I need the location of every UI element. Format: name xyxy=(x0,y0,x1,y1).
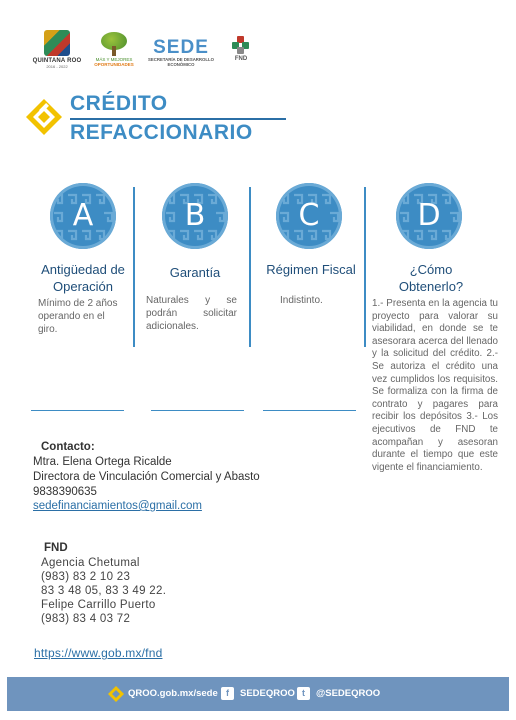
qroo-logo-years: 2016 - 2022 xyxy=(46,64,68,69)
column-c-title: Régimen Fiscal xyxy=(266,262,356,277)
credit-diamond-icon xyxy=(24,97,64,137)
state-crest-icon xyxy=(44,30,70,56)
title-line-1: CRÉDITO xyxy=(70,92,168,115)
facebook-icon[interactable]: f xyxy=(221,687,234,700)
circle-d-letter: D xyxy=(417,198,441,233)
contact-name: Mtra. Elena Ortega Ricalde xyxy=(33,456,172,468)
contact-phone: 9838390635 xyxy=(33,486,97,498)
circle-a-letter: A xyxy=(72,198,94,233)
circle-c-letter: C xyxy=(298,198,320,233)
contact-email-link[interactable]: sedefinanciamientos@gmail.com xyxy=(33,500,202,512)
fnd-agency-carrillo: Felipe Carrillo Puerto xyxy=(41,599,156,611)
sede-logo-name: SEDE xyxy=(153,37,209,58)
column-c-rule xyxy=(263,410,356,411)
fnd-logo-name: FND xyxy=(234,56,248,62)
contact-role: Directora de Vinculación Comercial y Abasto xyxy=(33,471,260,483)
sede-logo-subtitle2: ECONÓMICO xyxy=(167,62,195,67)
qroo-logo-name: QUINTANA ROO xyxy=(32,58,82,64)
column-c-text: Indistinto. xyxy=(280,295,323,306)
tree-icon xyxy=(99,32,129,56)
column-divider-ab xyxy=(133,187,135,347)
fnd-agency-chetumal: Agencia Chetumal xyxy=(41,557,140,569)
circle-c-badge xyxy=(276,183,342,249)
column-b-text: Naturales y se podrán solicitar adicionales. xyxy=(146,295,237,332)
column-a-title: Antigüedad de Operación xyxy=(41,262,125,294)
column-d-text: 1.- Presenta en la agencia tu proyecto para valorar su viabilidad, en donde se te asesorara acerca del llenado y la solicitud del crédito. 2.- Se autoriza el crédito una vez cumplidos los requisitos. Se formaliza con la firma de contrato y pagares para recibir los depósitos 3.- Los ejecutivos de FND te acompañan y asesoran durante el tiempo que este vigente el financiamiento. xyxy=(372,298,498,473)
fnd-phone-3: (983) 83 4 03 72 xyxy=(41,613,131,625)
circle-a-badge xyxy=(50,183,116,249)
title-divider xyxy=(70,118,286,120)
twitter-icon[interactable]: t xyxy=(297,687,310,700)
sede-logo xyxy=(145,38,217,67)
column-b-rule xyxy=(151,410,244,411)
fnd-website-link[interactable]: https://www.gob.mx/fnd xyxy=(34,646,163,660)
contact-heading: Contacto: xyxy=(41,441,95,453)
circle-d-badge xyxy=(396,183,462,249)
sede-logo-subtitle1: SECRETARÍA DE DESARROLLO xyxy=(148,57,214,62)
column-divider-cd xyxy=(364,187,366,347)
opportunities-logo xyxy=(92,32,136,67)
fnd-phone-2: 83 3 48 05, 83 3 49 22. xyxy=(41,585,167,597)
fnd-heading: FND xyxy=(44,542,68,554)
opportunities-logo-line1: MÁS Y MEJORES xyxy=(95,57,133,62)
fnd-logo xyxy=(226,36,256,62)
column-b-title: Garantía xyxy=(169,265,221,280)
diamond-logo-icon xyxy=(108,686,124,702)
title-line-2: REFACCIONARIO xyxy=(70,121,253,144)
footer-bar xyxy=(7,677,509,711)
footer-twitter-handle[interactable]: @SEDEQROO xyxy=(316,688,381,699)
opportunities-logo-line2: OPORTUNIDADES xyxy=(94,62,134,67)
column-a-text: Mínimo de 2 años operando en el giro. xyxy=(38,298,118,335)
quintana-roo-logo xyxy=(30,30,84,69)
column-divider-bc xyxy=(249,187,251,347)
column-a-rule xyxy=(31,410,124,411)
footer-facebook-handle[interactable]: SEDEQROO xyxy=(240,688,295,699)
footer-site-link[interactable]: QROO.gob.mx/sede xyxy=(128,688,218,699)
column-d-title: ¿Cómo Obtenerlo? xyxy=(398,262,464,294)
fnd-mark-icon xyxy=(232,36,250,54)
fnd-phone-1: (983) 83 2 10 23 xyxy=(41,571,131,583)
circle-b-letter: B xyxy=(184,198,206,233)
circle-b-badge xyxy=(162,183,228,249)
